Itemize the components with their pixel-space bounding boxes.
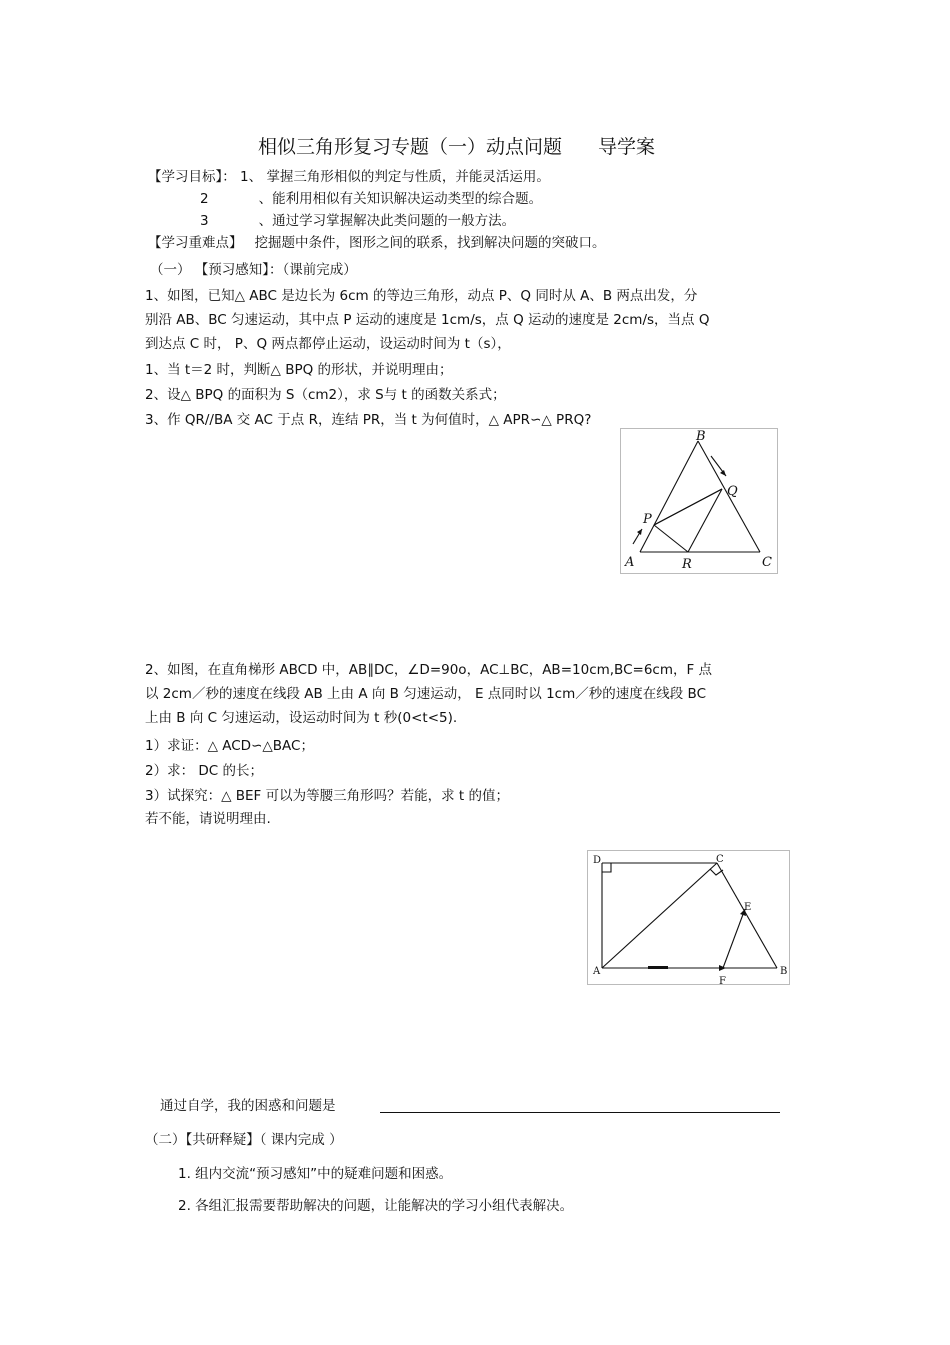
problem2-question: 3）试探究：△ BEF 可以为等腰三角形吗？若能，求 t 的值； xyxy=(145,788,509,804)
arrow-head-f-icon xyxy=(719,965,726,971)
label-q: Q xyxy=(727,484,738,499)
label-r: R xyxy=(682,557,692,572)
label-a: A xyxy=(593,966,601,977)
label-a: A xyxy=(625,555,635,570)
problem2-question: 2）求： DC 的长； xyxy=(145,763,263,779)
problem2-line: 2、如图，在直角梯形 ABCD 中，AB∥DC，∠D=90o，AC⊥BC，AB=10cm,BC=6cm，F 点 xyxy=(145,662,713,678)
goal-number: 3 xyxy=(200,213,209,229)
label-f: F xyxy=(719,976,726,986)
label-c: C xyxy=(762,555,772,570)
label-d: D xyxy=(593,855,602,866)
goal-number: 1、 xyxy=(240,169,263,185)
section2-header: （二）【共研释疑】（ 课内完成 ） xyxy=(145,1132,343,1148)
problem1-question: 2、设△ BPQ 的面积为 S（cm2），求 S与 t 的函数关系式； xyxy=(145,387,506,403)
problem2-question: 1）求证：△ ACD∽△BAC； xyxy=(145,738,314,754)
arrow-head-q-icon xyxy=(720,470,726,476)
goal-text: 、能利用相似有关知识解决运动类型的综合题。 xyxy=(258,191,543,207)
segment-ac xyxy=(602,863,717,968)
section2-item: 1. 组内交流“预习感知”中的疑难问题和困惑。 xyxy=(178,1166,453,1182)
goals-line-1 xyxy=(148,168,550,186)
label-b: B xyxy=(696,429,706,444)
reflection-prompt: 通过自学，我的困惑和问题是 xyxy=(160,1098,336,1114)
goal-number: 2 xyxy=(200,191,209,207)
goal-text: 掌握三角形相似的判定与性质，并能灵活运用。 xyxy=(266,169,550,185)
reflection-answer-line[interactable] xyxy=(380,1112,780,1113)
section2-item: 2. 各组汇报需要帮助解决的问题，让能解决的学习小组代表解决。 xyxy=(178,1198,574,1214)
problem1-question: 3、作 QR//BA 交 AC 于点 R，连结 PR，当 t 为何值时，△ APR∽△ PRQ? xyxy=(145,412,592,428)
problem1-line: 到达点 C 时， P、Q 两点都停止运动，设运动时间为 t（s）， xyxy=(145,336,511,352)
key-points-text: 挖掘题中条件，图形之间的联系，找到解决问题的突破口。 xyxy=(254,235,606,251)
problem1-line: 1、如图，已知△ ABC 是边长为 6cm 的等边三角形，动点 P、Q 同时从 A、B 两点出发，分 xyxy=(145,288,698,304)
key-points-label: 【学习重难点】 xyxy=(148,235,243,251)
label-p: P xyxy=(643,512,652,527)
figure-trapezoid-abcd xyxy=(586,850,791,986)
figure-frame xyxy=(588,851,790,985)
page-title xyxy=(258,132,655,159)
section1-header: （一） 【预习感知】：（课前完成） xyxy=(150,262,357,278)
segment-cb xyxy=(717,863,777,968)
problem2-question: 若不能，请说明理由. xyxy=(145,811,271,827)
goal-text: 、通过学习掌握解决此类问题的一般方法。 xyxy=(258,213,516,229)
label-e: E xyxy=(744,902,752,913)
goals-label: 【学习目标】： xyxy=(148,169,236,185)
problem1-question: 1、当 t＝2 时，判断△ BPQ 的形状，并说明理由； xyxy=(145,362,453,378)
right-angle-d xyxy=(602,863,611,872)
segment-fe xyxy=(723,909,745,968)
goals-line-2 xyxy=(200,190,542,208)
problem2-line: 以 2cm／秒的速度在线段 AB 上由 A 向 B 匀速运动， E 点同时以 1cm／秒的速度在线段 BC xyxy=(145,686,707,702)
segment-af-marker xyxy=(648,966,668,969)
goals-line-3 xyxy=(200,212,515,230)
label-b: B xyxy=(780,966,788,977)
problem2-line: 上由 B 向 C 匀速运动，设运动时间为 t 秒(0<t<5). xyxy=(145,710,458,726)
problem1-line: 别沿 AB、BC 匀速运动，其中点 P 运动的速度是 1cm/s，点 Q 运动的速度是 2cm/s，当点 Q xyxy=(145,312,710,328)
figure-triangle-abc xyxy=(620,428,780,576)
title-main: 相似三角形复习专题（一）动点问题 xyxy=(258,136,563,158)
segment-pr xyxy=(654,525,688,552)
segment-ab xyxy=(640,441,698,552)
title-suffix: 导学案 xyxy=(598,136,656,158)
key-points xyxy=(148,234,606,252)
label-c: C xyxy=(716,854,724,865)
